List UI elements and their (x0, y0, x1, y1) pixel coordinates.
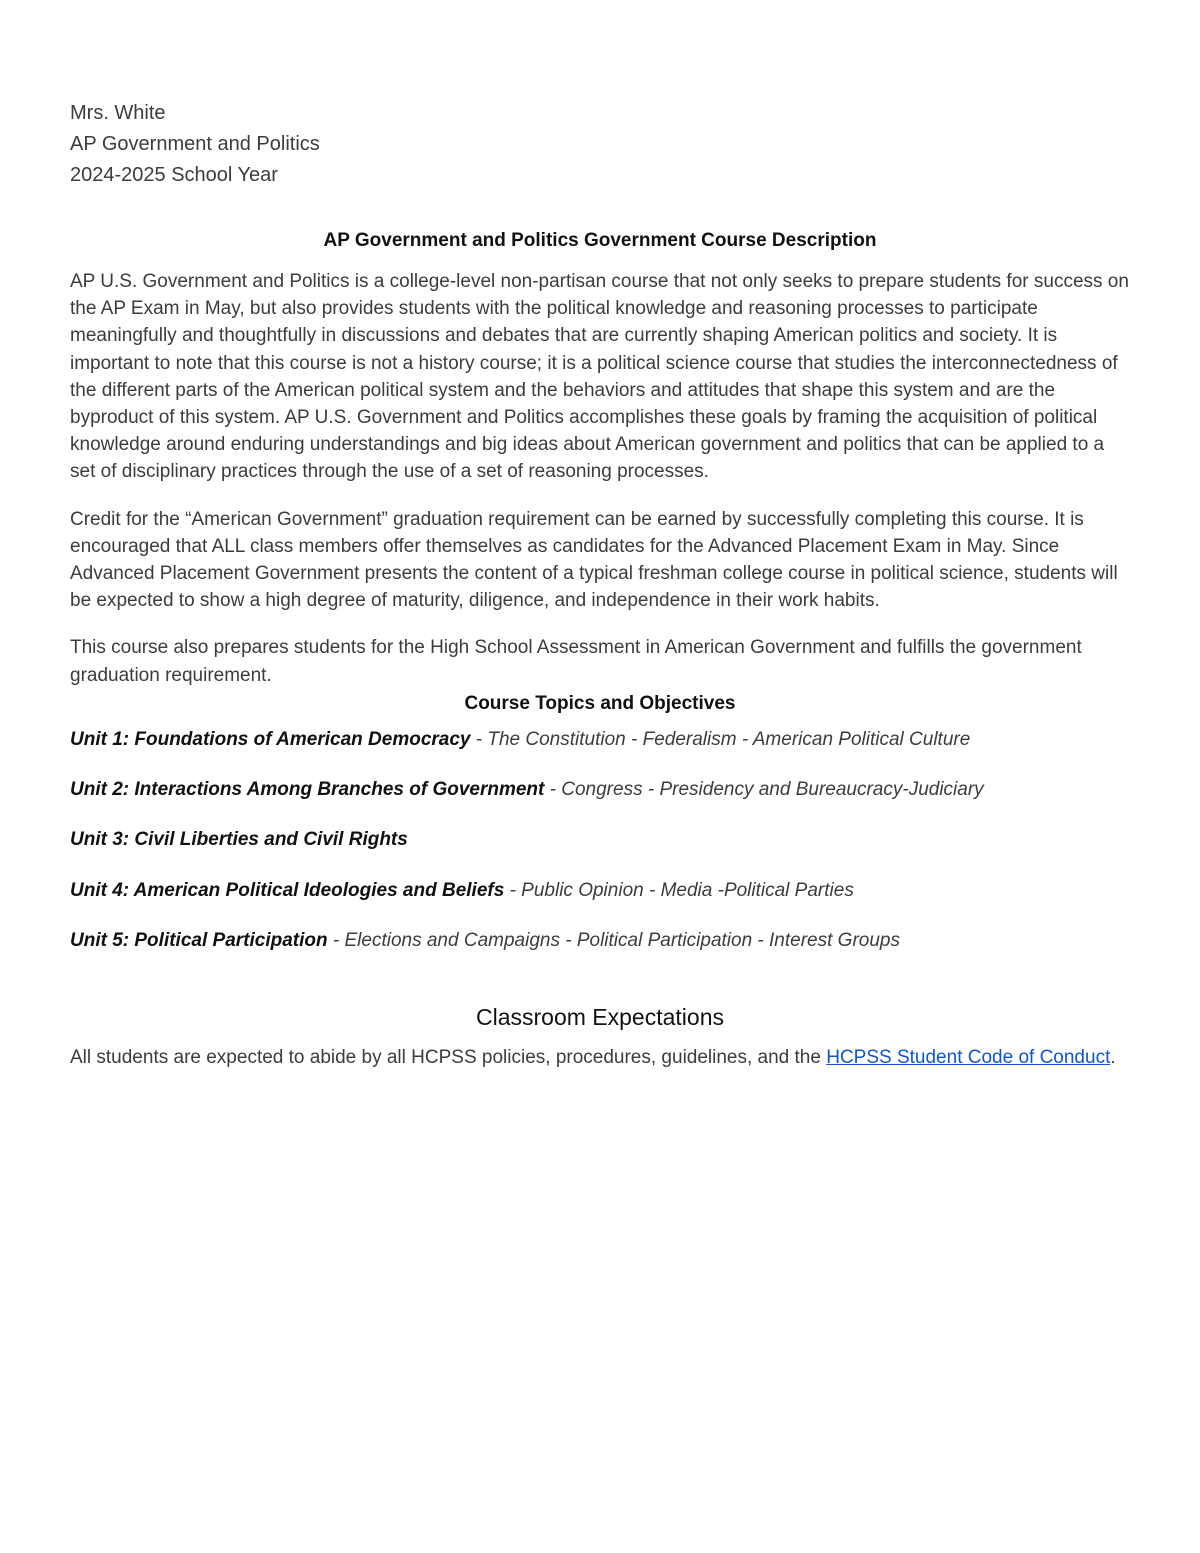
unit-name: Unit 5: Political Participation (70, 930, 328, 952)
document-body (70, 98, 1130, 1073)
expectations-text: All students are expected to abide by all HCPSS policies, procedures, guidelines, and the (70, 1047, 827, 1069)
expectations-paragraph (70, 1042, 1130, 1073)
description-paragraph-3: This course also prepares students for the High School Assessment in American Government and fulfills the government graduation requirement. (70, 637, 1082, 686)
unit-name: Unit 3: Civil Liberties and Civil Rights (70, 829, 408, 851)
classroom-expectations-title: Classroom Expectations (476, 1004, 724, 1031)
expectations-end: . (1110, 1047, 1116, 1069)
description-paragraph-2: Credit for the “American Government” graduation requirement can be earned by successfully completing this course. It is encouraged that ALL class members offer themselves as candidates for the Advanced Placement Exam in May. Since Advanced Placement Government presents the content of a typical freshman college course in political science, students will be expected to show a high degree of maturity, diligence, and independence in their work habits. (70, 508, 1118, 612)
unit-name: Unit 4: American Political Ideologies and Beliefs (70, 879, 505, 901)
unit-details: - Elections and Campaigns - Political Participation - Interest Groups (327, 930, 900, 952)
unit-name: Unit 1: Foundations of American Democracy (70, 728, 471, 750)
unit-details: - Congress - Presidency and Bureaucracy-Judiciary (544, 779, 984, 801)
unit-details: - Public Opinion - Media -Political Parties (504, 879, 854, 901)
unit-item (70, 878, 1130, 904)
unit-item (70, 827, 1130, 853)
unit-item (70, 928, 1130, 954)
topics-title: Course Topics and Objectives (464, 692, 736, 714)
unit-item (70, 727, 1130, 753)
course-description-title: AP Government and Politics Government Course Description (323, 230, 877, 251)
unit-list (70, 727, 1130, 954)
course-name: AP Government and Politics (70, 133, 320, 155)
teacher-name: Mrs. White (70, 102, 166, 124)
unit-name: Unit 2: Interactions Among Branches of Government (70, 779, 545, 801)
school-year: 2024-2025 School Year (70, 164, 278, 186)
unit-item (70, 777, 1130, 803)
code-of-conduct-link[interactable]: HCPSS Student Code of Conduct (826, 1047, 1111, 1069)
description-paragraph-1: AP U.S. Government and Politics is a college-level non-partisan course that not only seeks to prepare students for success on the AP Exam in May, but also provides students with the political knowledge and reasoning processes to participate meaningfully and thoughtfully in discussions and debates that are currently shaping American politics and society. It is important to note that this course is not a history course; it is a political science course that studies the interconnectedness of the different parts of the American political system and the behaviors and attitudes that shape this system and are the byproduct of this system. AP U.S. Government and Politics accomplishes these goals by framing the acquisition of political knowledge around enduring understandings and big ideas about American government and politics that can be applied to a set of disciplinary practices through the use of a set of reasoning processes. (70, 271, 1129, 483)
unit-details: - The Constitution - Federalism - American Political Culture (470, 728, 971, 750)
